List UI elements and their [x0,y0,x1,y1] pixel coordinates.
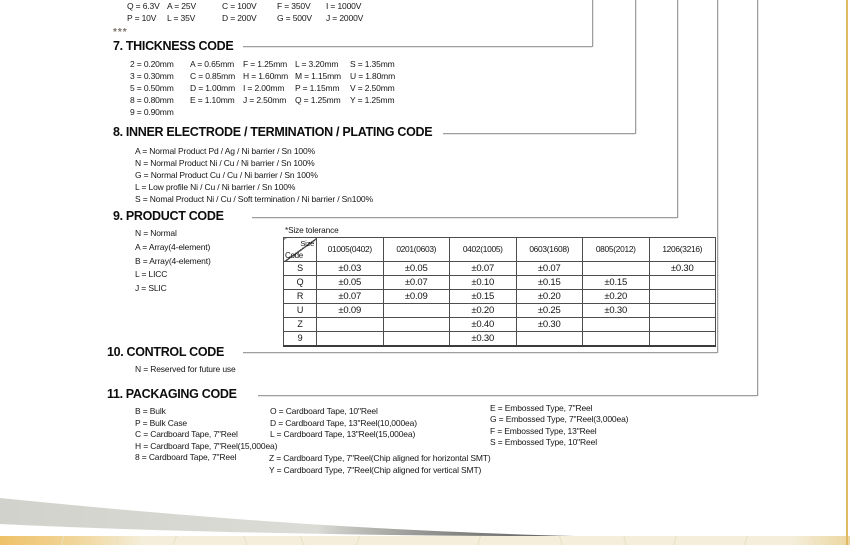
table-row [284,262,716,276]
voltage-code: C = 100V [222,1,257,11]
thickness-code: U = 1.80mm [350,71,396,81]
thickness-code: F = 1.25mm [243,59,288,69]
thickness-code: 5 = 0.50mm [130,83,174,93]
section-rule-packaging [258,395,757,396]
tolerance-value [649,318,716,332]
thickness-code: C = 0.85mm [190,71,236,81]
tolerance-value: ±0.09 [317,304,384,318]
packaging-code: S = Embossed Type, 10"Reel [490,437,597,447]
table-row [284,304,716,318]
tolerance-value [583,318,650,332]
connector-line-product [677,0,678,218]
row-code: U [284,304,317,318]
section-label: PACKAGING CODE [125,387,237,401]
footnote-stars: *** [113,27,128,38]
packaging-code: E = Embossed Type, 7"Reel [490,403,593,413]
tolerance-value: ±0.30 [649,262,716,276]
tolerance-value: ±0.30 [583,304,650,318]
tolerance-value [383,318,450,332]
thickness-code: Y = 1.25mm [350,95,395,105]
thickness-code: D = 1.00mm [190,83,236,93]
voltage-code: D = 200V [222,13,257,23]
packaging-code: O = Cardboard Tape, 10"Reel [270,406,378,416]
thickness-code: V = 2.50mm [350,83,395,93]
product-code: L = LICC [135,269,168,279]
connector-line-packaging [757,0,758,396]
tolerance-value: ±0.30 [516,318,583,332]
plating-code: G = Normal Product Cu / Cu / Ni barrier / Sn 100% [135,170,318,180]
tolerance-value: ±0.30 [450,332,517,347]
plating-code: A = Normal Product Pd / Ag / Ni barrier / Sn 100% [135,146,315,156]
voltage-code: A = 25V [167,1,196,11]
thickness-code: L = 3.20mm [295,59,339,69]
tolerance-value [317,318,384,332]
size-tolerance-label: *Size tolerance [285,225,339,235]
tolerance-value: ±0.05 [317,276,384,290]
thickness-code: 3 = 0.30mm [130,71,174,81]
product-code: J = SLIC [135,283,167,293]
thickness-code: E = 1.10mm [190,95,235,105]
tolerance-value [383,304,450,318]
section-label: CONTROL CODE [126,345,225,359]
tolerance-value: ±0.07 [516,262,583,276]
tolerance-value: ±0.07 [383,276,450,290]
packaging-code: Y = Cardboard Type, 7"Reel(Chip aligned for vertical SMT) [269,465,482,475]
connector-line-plating [635,0,636,134]
section-label: INNER ELECTRODE / TERMINATION / PLATING CODE [125,125,433,139]
column-header: 0201(0603) [383,238,450,262]
packaging-code: C = Cardboard Tape, 7"Reel [135,429,238,439]
tolerance-value: ±0.20 [583,290,650,304]
footer-strip-pattern [0,536,850,545]
section-rule-plating [443,133,635,134]
thickness-code: P = 1.15mm [295,83,340,93]
packaging-code: D = Cardboard Tape, 13"Reel(10,000ea) [270,418,417,428]
row-code: Q [284,276,317,290]
section-title-product [113,209,224,223]
plating-code: S = Nomal Product Ni / Cu / Soft termination / Ni barrier / Sn100% [135,194,373,204]
tolerance-value: ±0.10 [450,276,517,290]
table-row [284,290,716,304]
thickness-code: M = 1.15mm [295,71,341,81]
row-code: S [284,262,317,276]
plating-code: N = Normal Product Ni / Cu / Ni barrier / Sn 100% [135,158,315,168]
plating-code: L = Low profile Ni / Cu / Ni barrier / Sn 100% [135,182,296,192]
thickness-code: 9 = 0.90mm [130,107,174,117]
section-title-plating [113,125,432,139]
tolerance-value: ±0.15 [583,276,650,290]
tolerance-value: ±0.09 [383,290,450,304]
tolerance-value: ±0.40 [450,318,517,332]
tolerance-value [649,276,716,290]
row-code: 9 [284,332,317,347]
tolerance-value [649,304,716,318]
packaging-code: H = Cardboard Tape, 7"Reel(15,000ea) [135,441,278,451]
size-code-corner-cell [284,238,317,262]
packaging-code: F = Embossed Type, 13"Reel [490,426,597,436]
connector-line-thickness [592,0,593,47]
thickness-code: 2 = 0.20mm [130,59,174,69]
section-label: THICKNESS CODE [125,39,234,53]
thickness-code: I = 2.00mm [243,83,285,93]
thickness-code: J = 2.50mm [243,95,287,105]
thickness-code: S = 1.35mm [350,59,395,69]
voltage-code: L = 35V [167,13,196,23]
section-rule-control [243,352,717,353]
section-title-thickness [113,39,233,53]
tolerance-value: ±0.15 [450,290,517,304]
column-header: 0402(1005) [450,238,517,262]
column-header: 1206(3216) [649,238,716,262]
section-label: PRODUCT CODE [125,209,224,223]
thickness-code: H = 1.60mm [243,71,289,81]
row-code: Z [284,318,317,332]
tolerance-value: ±0.25 [516,304,583,318]
tolerance-value: ±0.03 [317,262,384,276]
section-rule-product [252,217,677,218]
packaging-code: B = Bulk [135,406,166,416]
tolerance-value: ±0.07 [317,290,384,304]
voltage-code: F = 350V [277,1,311,11]
table-row [284,332,716,347]
tolerance-value [649,290,716,304]
voltage-code: J = 2000V [326,13,364,23]
column-header: 01005(0402) [317,238,384,262]
size-tolerance-table [283,237,716,347]
section-number: 9. [113,209,123,223]
section-title-control [107,345,224,359]
tolerance-value [649,332,716,347]
product-code: B = Array(4-element) [135,256,211,266]
voltage-code: P = 10V [127,13,157,23]
corner-size-label: Size [300,239,314,248]
tolerance-value: ±0.20 [516,290,583,304]
voltage-code: G = 500V [277,13,312,23]
packaging-code: P = Bulk Case [135,418,187,428]
connector-line-control [717,0,718,353]
tolerance-value [383,332,450,347]
product-code: A = Array(4-element) [135,242,211,252]
section-number: 10. [107,345,124,359]
thickness-code: 8 = 0.80mm [130,95,174,105]
control-code: N = Reserved for future use [135,364,236,374]
tolerance-value: ±0.05 [383,262,450,276]
packaging-code: G = Embossed Type, 7"Reel(3,000ea) [490,414,629,424]
column-header: 0603(1608) [516,238,583,262]
row-code: R [284,290,317,304]
section-rule-thickness [243,46,592,47]
thickness-code: Q = 1.25mm [295,95,341,105]
corner-code-label: Code [285,251,303,260]
table-row [284,318,716,332]
packaging-code: Z = Cardboard Type, 7"Reel(Chip aligned for horizontal SMT) [269,453,491,463]
thickness-code: A = 0.65mm [190,59,235,69]
tolerance-value [583,332,650,347]
section-number: 11. [107,387,123,401]
tolerance-value [583,262,650,276]
product-code: N = Normal [135,228,177,238]
tolerance-value: ±0.20 [450,304,517,318]
table-header-row [284,238,716,262]
table-row [284,276,716,290]
packaging-code: 8 = Cardboard Tape, 7"Reel [135,452,237,462]
tolerance-value: ±0.15 [516,276,583,290]
voltage-code: Q = 6.3V [127,1,160,11]
column-header: 0805(2012) [583,238,650,262]
tolerance-value [317,332,384,347]
section-title-packaging [107,387,237,401]
section-number: 8. [113,125,123,139]
page-edge-accent-line [846,0,848,545]
tolerance-value: ±0.07 [450,262,517,276]
packaging-code: L = Cardboard Tape, 13"Reel(15,000ea) [270,429,416,439]
section-number: 7. [113,39,123,53]
voltage-code: I = 1000V [326,1,362,11]
tolerance-value [516,332,583,347]
